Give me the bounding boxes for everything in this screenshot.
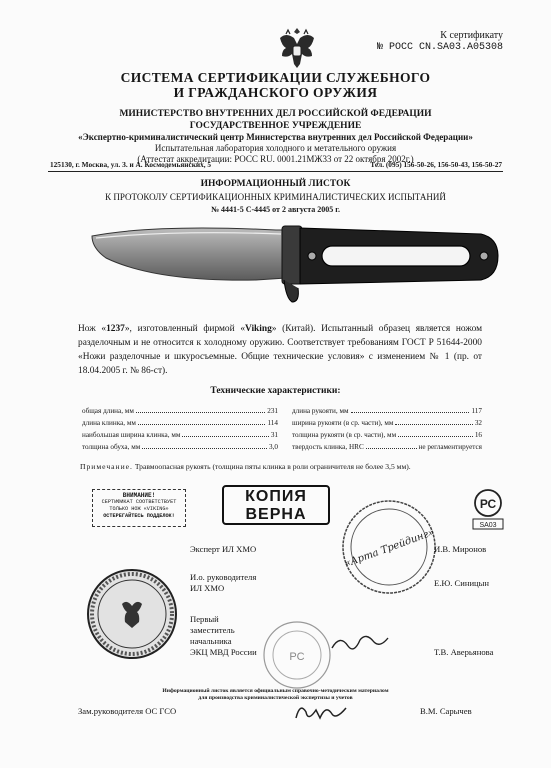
system-title-line2: И ГРАЖДАНСКОГО ОРУЖИЯ xyxy=(173,85,378,100)
first-deputy-line: заместитель xyxy=(190,625,235,635)
reference-label: К сертификату xyxy=(440,30,503,41)
warning-line: СЕРТИФИКАТ СООТВЕТСТВУЕТ xyxy=(101,499,177,505)
ministry-round-seal xyxy=(86,568,178,660)
knife-brand: Viking xyxy=(245,324,272,334)
warning-stamp xyxy=(92,489,186,527)
spec-row xyxy=(82,442,278,452)
spec-row xyxy=(292,430,482,440)
first-deputy-name: Т.В. Аверьянова xyxy=(434,647,494,657)
spec-value: не регламентируется xyxy=(418,443,482,451)
expert-name: И.В. Миронов xyxy=(434,544,487,554)
acting-head-name: Е.Ю. Синицын xyxy=(434,578,490,588)
copy-stamp-line2: ВЕРНА xyxy=(245,506,307,523)
info-sheet-title: ИНФОРМАЦИОННЫЙ ЛИСТОК xyxy=(200,179,351,189)
paragraph-text: », изготовленный фирмой « xyxy=(124,324,246,334)
warning-heading: ВНИМАНИЕ! xyxy=(122,492,156,499)
spec-label: длина рукояти, мм xyxy=(292,407,349,415)
spec-label: длина клинка, мм xyxy=(82,419,136,427)
spec-row xyxy=(82,418,278,428)
knife-model: 1237 xyxy=(106,324,125,334)
institution-type: ГОСУДАРСТВЕННОЕ УЧРЕЖДЕНИЕ xyxy=(189,121,362,131)
first-deputy-line: начальника xyxy=(190,636,232,646)
spec-row xyxy=(292,418,482,428)
first-deputy-line: Первый xyxy=(190,614,219,624)
certificate-number: № РОСС CN.SA03.А05308 xyxy=(376,42,503,53)
footer-line1: Информационный листок является официальным справочно-методическим материалом xyxy=(162,688,389,694)
spec-row xyxy=(292,442,482,452)
russian-coat-of-arms-emblem xyxy=(276,24,318,72)
footer-note xyxy=(0,688,551,702)
acting-head-block xyxy=(190,572,256,594)
warning-line: ОСТЕРЕГАЙТЕСЬ ПОДДЕЛОК! xyxy=(103,513,175,519)
first-deputy-block xyxy=(190,614,257,658)
spec-label: ширина рукояти (в ср. части), мм xyxy=(292,419,394,427)
signature-aveyanova xyxy=(330,630,390,656)
expert-title: Эксперт ИЛ ХМО xyxy=(190,544,257,554)
address-line xyxy=(50,160,502,169)
knife-photo xyxy=(86,218,506,313)
copy-stamp-line1: КОПИЯ xyxy=(245,488,307,505)
protocol-number: № 4441-5 С-4445 от 2 августа 2005 г. xyxy=(211,205,340,214)
spec-label: толщина рукояти (в ср. части), мм xyxy=(292,431,397,439)
spec-value: 31 xyxy=(270,431,278,439)
deputy-head-name: В.М. Сарычев xyxy=(420,706,472,716)
spec-label: общая длина, мм xyxy=(82,407,134,415)
spec-row xyxy=(82,430,278,440)
paragraph-text: Нож « xyxy=(78,324,107,334)
warning-line: ТОЛЬКО НОЖ «VIKING» xyxy=(109,506,169,512)
svg-text:РС: РС xyxy=(289,651,305,663)
spec-value: 114 xyxy=(267,419,278,427)
spec-label: наибольшая ширина клинка, мм xyxy=(82,431,181,439)
rst-conformity-mark xyxy=(470,488,506,530)
spec-row xyxy=(82,406,278,416)
note xyxy=(80,462,500,471)
spec-label: твердость клинка, HRC xyxy=(292,443,364,451)
certificate-reference xyxy=(377,30,503,54)
spec-value: 32 xyxy=(474,419,482,427)
rst-logo: РС xyxy=(479,497,497,511)
first-deputy-line: ЭКЦ МВД России xyxy=(190,647,257,657)
spec-value: 3,0 xyxy=(269,443,278,451)
system-title-line1: СИСТЕМА СЕРТИФИКАЦИИ СЛУЖЕБНОГО xyxy=(120,70,431,85)
note-label: Примечание. xyxy=(80,462,133,471)
description-paragraph xyxy=(78,322,482,378)
phone-numbers: Тел. (095) 156-50-26, 156-50-43, 156-50-27 xyxy=(370,160,502,169)
spec-value: 16 xyxy=(474,431,482,439)
postal-address: 125130, г. Москва, ул. З. и А. Космодемьянских, 5 xyxy=(50,160,212,169)
specs-title: Технические характеристики: xyxy=(210,386,341,396)
footer-line2: для производства криминалистической экспертизы и учетов xyxy=(198,695,353,701)
ministry-name: МИНИСТЕРСТВО ВНУТРЕННИХ ДЕЛ РОССИЙСКОЙ ФЕДЕРАЦИИ xyxy=(119,109,432,119)
spec-value: 231 xyxy=(267,407,278,415)
institution-name: «Экспертно-криминалистический центр Министерства внутренних дел Российской Федерации» xyxy=(78,132,473,142)
accreditation: (Аттестат аккредитации: РОСС RU. 0001.21МЖ33 от 22 октября 2002г.) xyxy=(137,154,414,164)
company-round-seal xyxy=(340,498,438,596)
ministry-block xyxy=(30,108,521,165)
spec-label: толщина обуха, мм xyxy=(82,443,141,451)
laboratory-name: Испытательная лаборатория холодного и метательного оружия xyxy=(154,143,397,153)
copy-verified-stamp xyxy=(222,485,330,525)
spec-value: 117 xyxy=(471,407,482,415)
signature-sarychev xyxy=(292,698,352,726)
rst-code: SA03 xyxy=(479,522,497,529)
paragraph-text: » (Китай). Испытанный образец является ножом разделочным и не относится к холодному оружию. Соответствует требованиям ГОСТ Р 51644-2000 «Ножи разделочные и шкуросъемные. Общие технические условия» с изменением № 1 (пр. от 18.04.2005 г. № 86-ст). xyxy=(78,324,483,376)
info-sheet-subtitle: К ПРОТОКОЛУ СЕРТИФИКАЦИОННЫХ КРИМИНАЛИСТИЧЕСКИХ ИСПЫТАНИЙ xyxy=(105,192,446,202)
deputy-head-title: Зам.руководителя ОС ГСО xyxy=(78,706,177,716)
spec-row xyxy=(292,406,482,416)
acting-head-line: И.о. руководителя xyxy=(190,572,257,582)
note-text: Травмоопасная рукоять (толщина пяты клинка в роли ограничителя не более 3,5 мм). xyxy=(132,462,411,471)
official-round-seal xyxy=(262,620,332,690)
company-seal-text: «Арта Трейдинг» xyxy=(343,527,436,570)
acting-head-line: ИЛ ХМО xyxy=(190,583,225,593)
header-divider xyxy=(48,171,503,172)
